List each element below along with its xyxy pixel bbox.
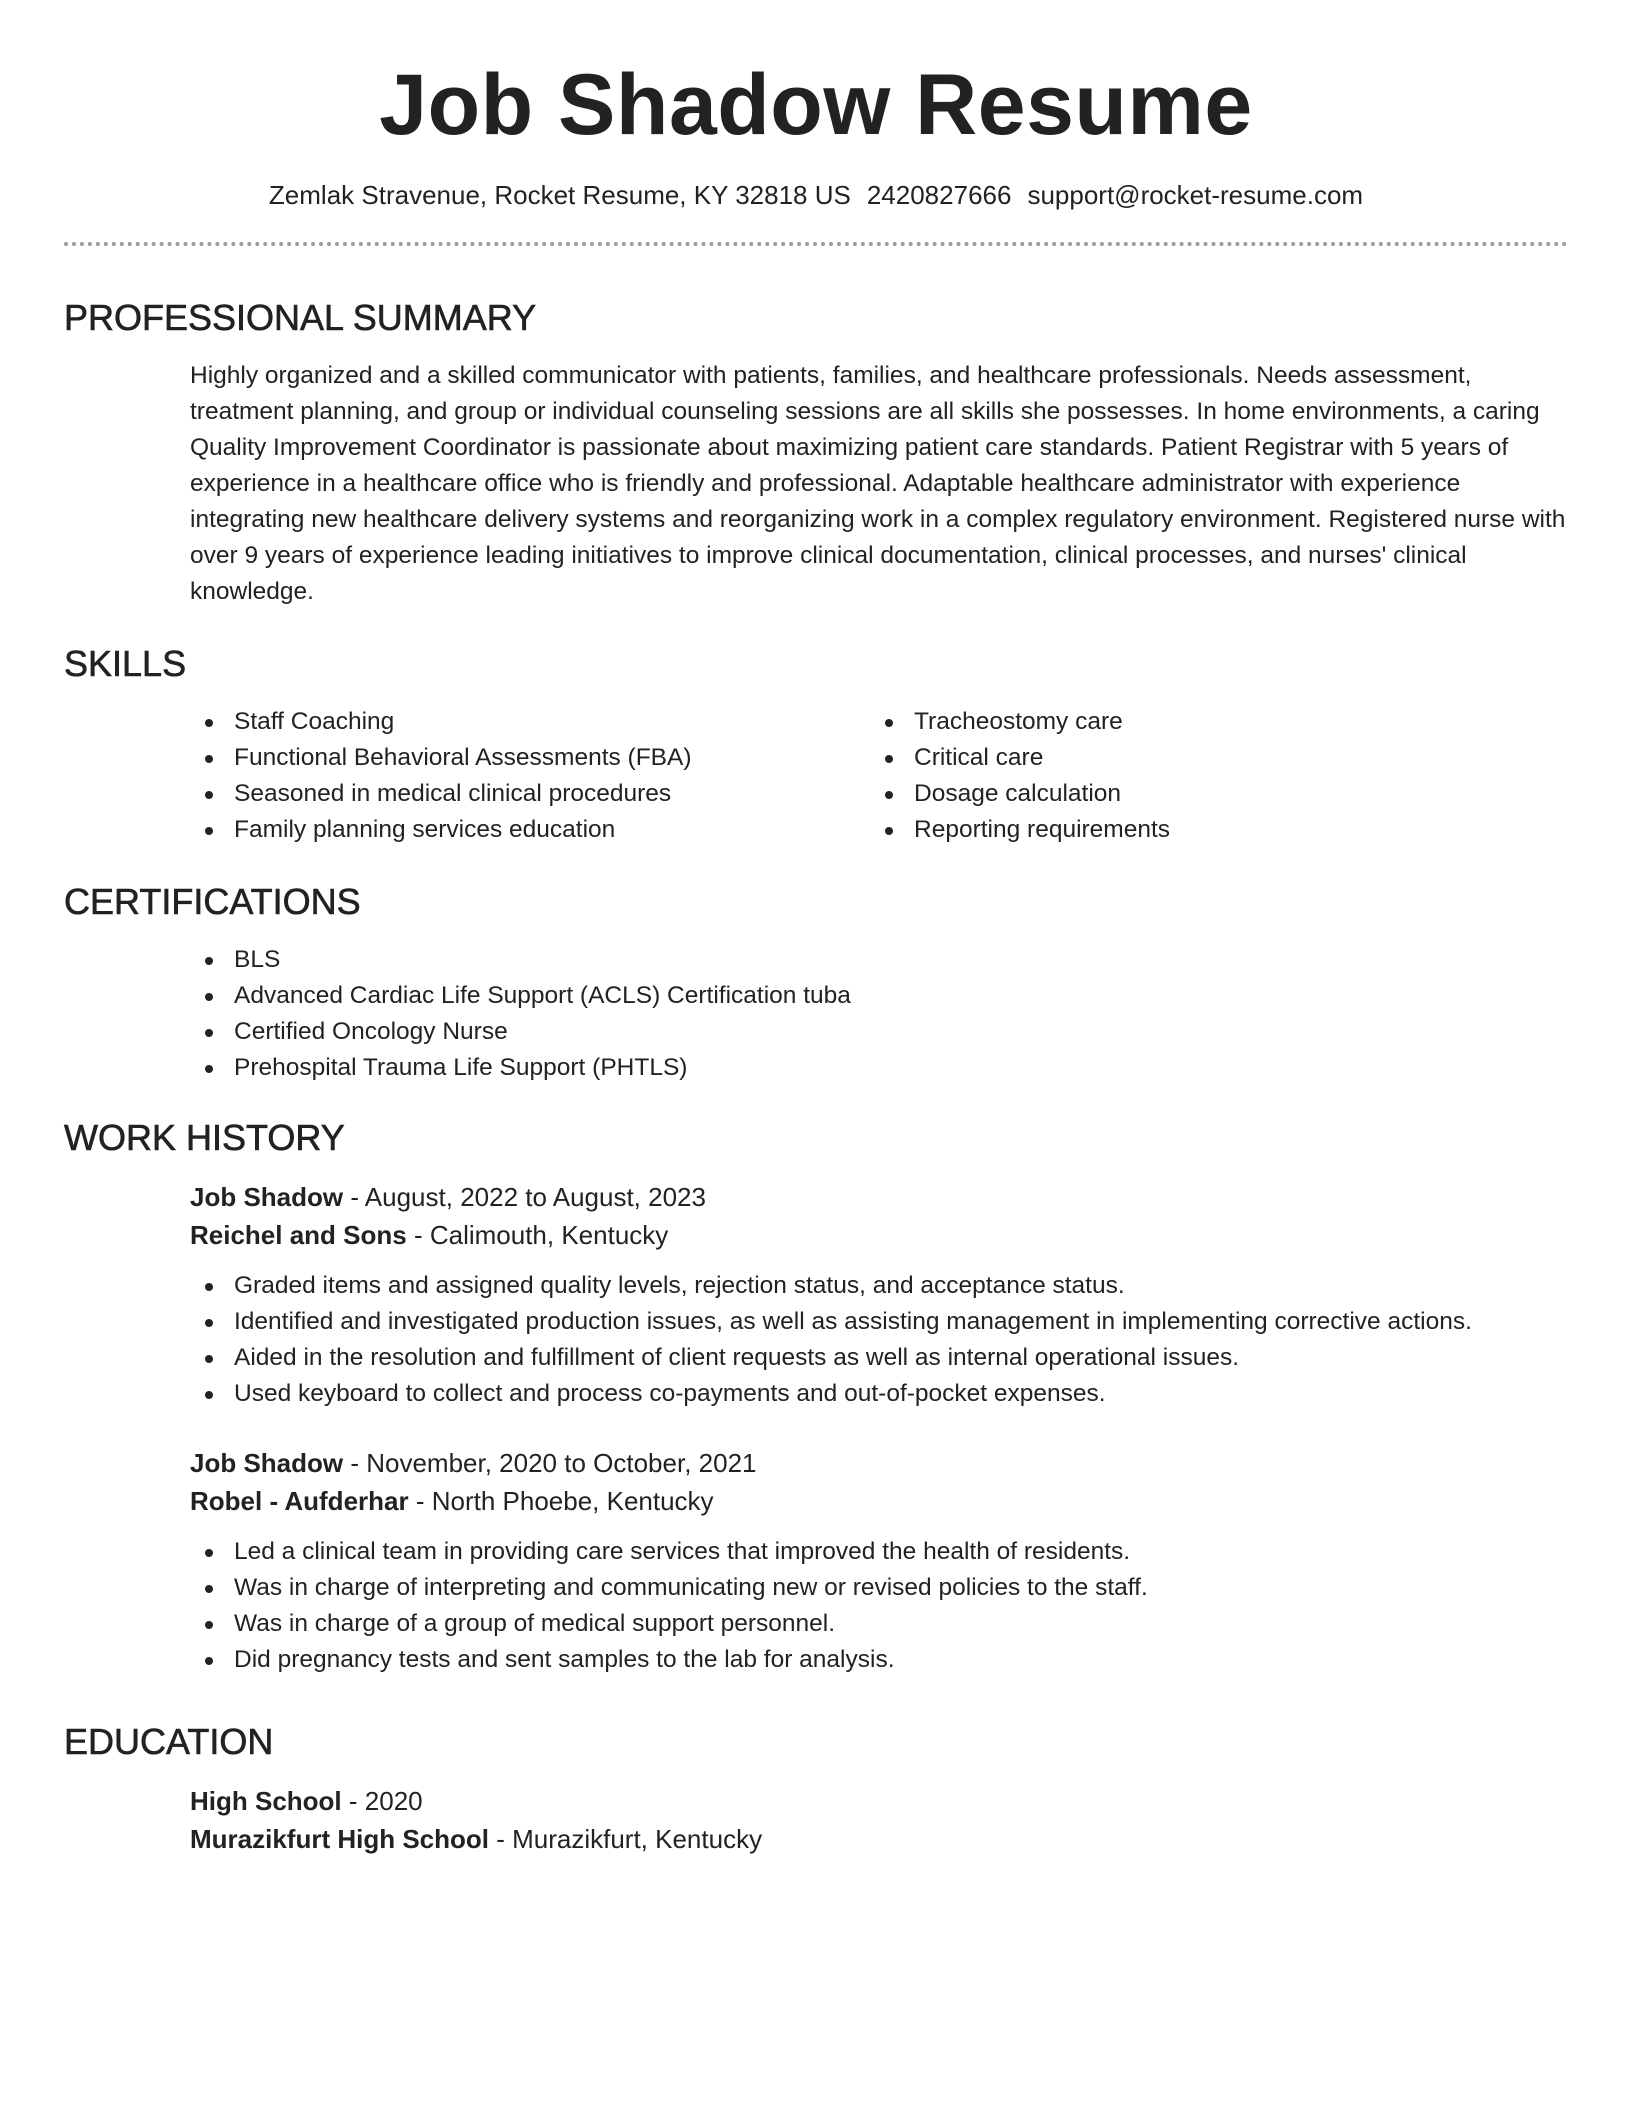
list-item: Was in charge of interpreting and communicating new or revised policies to the staff. — [190, 1570, 1568, 1606]
summary-heading: PROFESSIONAL SUMMARY — [64, 297, 537, 338]
certifications-section — [64, 880, 1568, 1086]
education-school-line: Murazikfurt High School - Murazikfurt, Kentucky — [190, 1824, 763, 1854]
job-company-line: Reichel and Sons - Calimouth, Kentucky — [190, 1220, 669, 1250]
resume-title: Job Shadow Resume — [379, 57, 1253, 153]
list-item: Prehospital Trauma Life Support (PHTLS) — [190, 1050, 1568, 1086]
certifications-heading: CERTIFICATIONS — [64, 881, 361, 922]
summary-section — [64, 296, 1568, 610]
work-history-heading: WORK HISTORY — [64, 1117, 345, 1158]
header-divider — [64, 242, 1568, 246]
contact-phone: 2420827666 — [866, 180, 1012, 210]
skills-list-right — [870, 704, 1550, 848]
list-item: Family planning services education — [190, 812, 870, 848]
list-item: Reporting requirements — [870, 812, 1550, 848]
skills-grid — [64, 704, 1568, 848]
job-title-line: Job Shadow - November, 2020 to October, 2021 — [190, 1448, 757, 1478]
list-item: Functional Behavioral Assessments (FBA) — [190, 740, 870, 776]
job-title-line: Job Shadow - August, 2022 to August, 2023 — [190, 1182, 706, 1212]
list-item: Advanced Cardiac Life Support (ACLS) Certification tuba — [190, 978, 1568, 1014]
education-degree-line: High School - 2020 — [190, 1786, 423, 1816]
skills-section — [64, 642, 1568, 848]
contact-email: support@rocket-resume.com — [1027, 180, 1364, 210]
list-item: Certified Oncology Nurse — [190, 1014, 1568, 1050]
list-item: Led a clinical team in providing care services that improved the health of residents. — [190, 1534, 1568, 1570]
resume-page — [64, 0, 1568, 1854]
list-item: Tracheostomy care — [870, 704, 1550, 740]
list-item: Aided in the resolution and fulfillment of client requests as well as internal operational issues. — [190, 1340, 1568, 1376]
education-entry — [64, 1782, 1568, 1858]
job-duties-list — [190, 1534, 1568, 1678]
list-item: Staff Coaching — [190, 704, 870, 740]
contact-line — [64, 178, 1568, 212]
list-item: Critical care — [870, 740, 1550, 776]
job-duties-list — [190, 1268, 1568, 1412]
list-item: Dosage calculation — [870, 776, 1550, 812]
list-item: BLS — [190, 942, 1568, 978]
summary-text: Highly organized and a skilled communicator with patients, families, and healthcare professionals. Needs assessment, treatment planning, and group or individual counseling sessions are all skills she possesses. In home environments, a caring Quality Improvement Coordinator is passionate about maximizing patient care standards. Patient Registrar with 5 years of experience in a healthcare office who is friendly and professional. Adaptable healthcare administrator with experience integrating new healthcare delivery systems and reorganizing work in a complex regulatory environment. Registered nurse with over 9 years of experience leading initiatives to improve clinical documentation, clinical processes, and nurses' clinical knowledge. — [190, 362, 1566, 605]
job-entry — [64, 1178, 1568, 1412]
list-item: Graded items and assigned quality levels, rejection status, and acceptance status. — [190, 1268, 1568, 1304]
work-history-section — [64, 1116, 1568, 1678]
list-item: Did pregnancy tests and sent samples to the lab for analysis. — [190, 1642, 1568, 1678]
contact-address: Zemlak Stravenue, Rocket Resume, KY 32818 US — [268, 180, 851, 210]
education-heading: EDUCATION — [64, 1721, 274, 1762]
list-item: Identified and investigated production issues, as well as assisting management in implementing corrective actions. — [190, 1304, 1568, 1340]
list-item: Used keyboard to collect and process co-payments and out-of-pocket expenses. — [190, 1376, 1568, 1412]
skills-list-left — [190, 704, 870, 848]
certifications-list — [190, 942, 1568, 1086]
skills-heading: SKILLS — [64, 643, 187, 684]
job-entry — [64, 1444, 1568, 1678]
education-section — [64, 1720, 1568, 1858]
list-item: Was in charge of a group of medical support personnel. — [190, 1606, 1568, 1642]
job-company-line: Robel - Aufderhar - North Phoebe, Kentucky — [190, 1486, 714, 1516]
list-item: Seasoned in medical clinical procedures — [190, 776, 870, 812]
